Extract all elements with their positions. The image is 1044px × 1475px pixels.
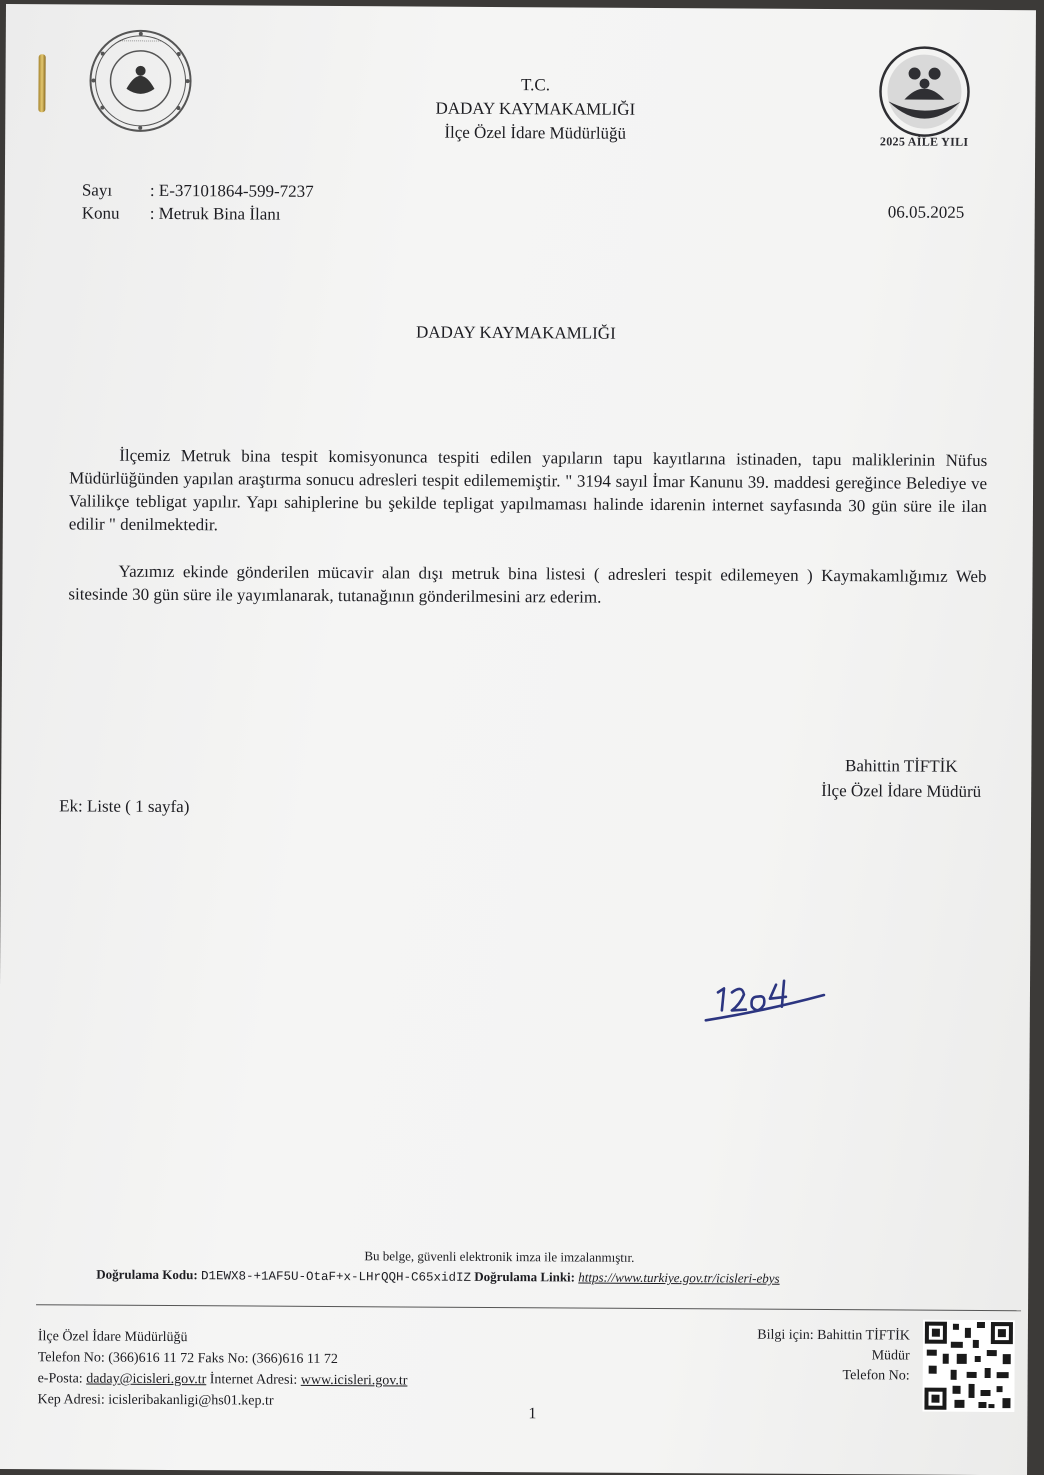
svg-text:⋯⋯⋯⋯⋯⋯⋯: ⋯⋯⋯⋯⋯⋯⋯: [119, 37, 162, 45]
signature-block: [821, 753, 981, 804]
letterhead-country: T.C.: [520, 75, 551, 95]
footer-email-web: e-Posta: daday@icisleri.gov.tr İnternet Adresi: www.icisleri.gov.tr: [37, 1371, 408, 1389]
family-year-logo-icon: [870, 41, 979, 142]
verification-link-label: Doğrulama Linki:: [474, 1268, 576, 1285]
addressee: DADAY KAYMAKAMLIĞI: [415, 322, 616, 343]
info-contact: [757, 1326, 910, 1387]
info-contact-phone: Telefon No:: [842, 1368, 910, 1384]
footer-department: İlçe Özel İdare Müdürlüğü: [37, 1329, 188, 1346]
subject-row: [82, 203, 281, 224]
paper-clip: [38, 54, 45, 112]
paragraph-1-text: İlçemiz Metruk bina tespit komisyonunca tespiti edilen yapıların tapu kayıtlarına istinaden, tapu maliklerinin Nüfus Müdürlüğünden yapılan araştırma sonucu adresleri tespit edilememiştir. " 3194 sayıl İmar Kanunu 39. maddesi gereğince Belediye ve Valilikçe tebligat yapılır. Yapı sahiplerine bu şekilde tepligat yapılmaması halinde idarenin internet sayfasında 30 gün süre ile ilan edilir " denilmektedir.: [68, 445, 988, 535]
family-year-caption: 2025 AİLE YILI: [879, 134, 969, 149]
subject-label: Konu: [81, 203, 120, 223]
verification-link[interactable]: https://www.turkiye.gov.tr/icisleri-ebys: [578, 1269, 780, 1286]
footer-contact: [37, 1326, 407, 1412]
reference-number-value: : E-37101864-599-7237: [149, 180, 314, 201]
info-contact-person: Bilgi için: Bahittin TİFTİK: [757, 1327, 910, 1344]
e-signature-statement: Bu belge, güvenli elektronik imza ile imzalanmıştır.: [364, 1248, 635, 1265]
footer-phone-fax: Telefon No: (366)616 11 72 Faks No: (366)616 11 72: [37, 1350, 338, 1368]
verification-row: [96, 1267, 779, 1287]
footer-email-link[interactable]: daday@icisleri.gov.tr: [86, 1371, 207, 1388]
verification-code-value: D1EWX8-+1AF5U-OtaF+x-LHrQQH-C65xidIZ: [200, 1269, 472, 1285]
signer-title: İlçe Özel İdare Müdürü: [821, 780, 982, 801]
body-paragraph-1: [69, 443, 988, 541]
footer-web-link[interactable]: www.icisleri.gov.tr: [300, 1372, 408, 1389]
body-paragraph-2: [68, 559, 986, 611]
attachment-note: Ek: Liste ( 1 sayfa): [59, 796, 190, 817]
subject-value: : Metruk Bina İlanı: [149, 203, 281, 224]
footer-divider: [36, 1304, 1021, 1311]
ministry-seal-icon: [79, 26, 202, 135]
paragraph-2-text: Yazımız ekinde gönderilen mücavir alan dışı metruk bina listesi ( adresleri tespit edilemeyen ) Kaymakamlığımız Web sitesinde 30 gün süre ile yayımlanarak, tutanağının gönderilmesini arz ederim.: [68, 561, 987, 607]
info-contact-title: Müdür: [871, 1348, 910, 1364]
verification-code-label: Doğrulama Kodu:: [96, 1266, 198, 1283]
document-page: [0, 4, 1036, 1475]
signer-name: Bahittin TİFTİK: [845, 756, 958, 776]
reference-number-row: [82, 180, 314, 201]
qr-code-icon: [922, 1320, 1015, 1413]
letterhead-department: İlçe Özel İdare Müdürlüğü: [444, 122, 627, 143]
page-number: 1: [528, 1405, 537, 1423]
footer-kep: Kep Adresi: icisleribakanligi@hs01.kep.tr: [37, 1392, 274, 1409]
letterhead: [365, 72, 705, 146]
handwritten-number-icon: [700, 966, 830, 1027]
document-date: 06.05.2025: [887, 202, 965, 222]
reference-number-label: Sayı: [81, 180, 113, 200]
letterhead-institution: DADAY KAYMAKAMLIĞI: [435, 98, 636, 119]
